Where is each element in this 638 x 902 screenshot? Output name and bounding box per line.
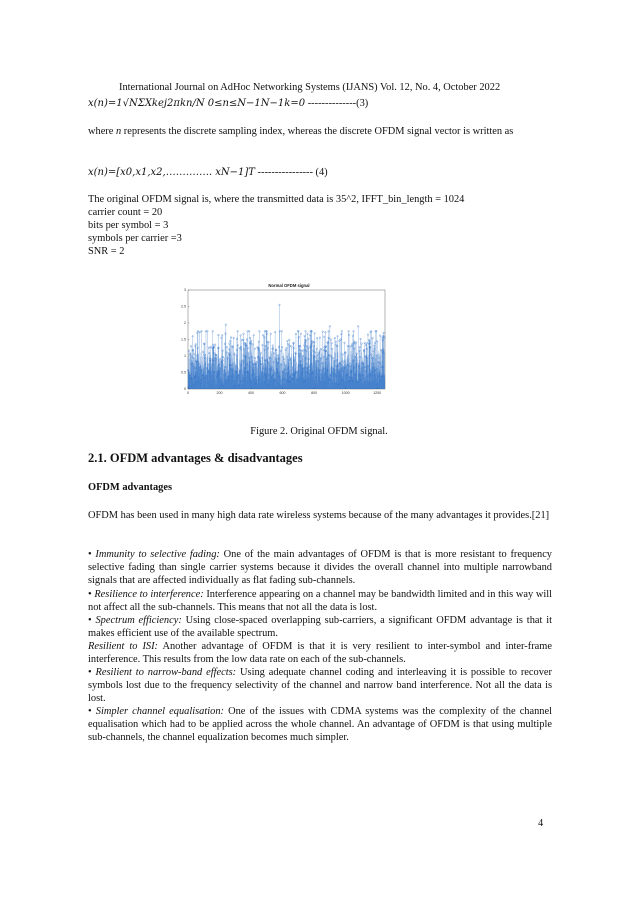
bullet-marker: • (88, 667, 96, 678)
paragraph-where-start: where (88, 126, 116, 137)
intro-paragraph: OFDM has been used in many high data rate wireless systems because of the many advantages it provides.[21] (88, 510, 550, 521)
x-tick-label: 200 (216, 391, 223, 395)
figure-caption: Figure 2. Original OFDM signal. (250, 426, 388, 437)
bullet-title: Immunity to selective fading: (95, 549, 220, 560)
bullet-marker: • (88, 549, 96, 560)
bullet-text: Using close-spaced overlapping sub-carriers, a significant OFDM advantage is that it makes efficient use of the available spectrum. (88, 615, 552, 639)
y-tick-label: 1 (184, 354, 186, 359)
equation-3-tag: --------------(3) (305, 98, 369, 109)
bullet-title: Resilient to ISI: (88, 641, 159, 652)
equation-4-tag: ---------------- (4) (254, 167, 328, 178)
bullet-marker: • (88, 589, 95, 600)
equation-3-body: 𝑥(𝑛)=1√𝑁Σ𝑋𝑘𝑒𝑗2𝜋𝑘𝑛/𝑁 0≤𝑛≤𝑁−1𝑁−1𝑘=0 (88, 98, 306, 109)
y-tick-label: 2 (184, 321, 186, 326)
x-tick-label: 0 (187, 391, 189, 395)
y-tick-label: 2.5 (181, 304, 186, 309)
bullet-isi (88, 640, 552, 666)
bullet-marker: • (88, 615, 96, 626)
x-tick-label: 1000 (341, 391, 350, 395)
subheading-advantages: OFDM advantages (88, 482, 172, 493)
y-tick-label: 3 (184, 288, 186, 293)
bullet-text: One of the issues with CDMA systems was the complexity of the channel equalisation which had to be applied across the whole channel. An advantage of OFDM is that using multiple sub-channels, the channel equalization becomes much simpler. (88, 706, 552, 743)
bullet-title: Resilience to interference: (94, 589, 204, 600)
equation-4 (88, 166, 552, 179)
section-heading: 2.1. OFDM advantages & disadvantages (88, 451, 303, 465)
param-line-1: carrier count = 20 (88, 207, 163, 218)
equation-4-body: 𝑥(𝑛)=[𝑥0,𝑥1,𝑥2,………….. 𝑥𝑁−1]𝑇 (88, 167, 255, 178)
param-line-3: symbols per carrier =3 (88, 233, 182, 244)
x-tick-label: 600 (279, 391, 286, 395)
equation-3 (88, 97, 552, 110)
bullet-narrowband (88, 666, 552, 705)
y-tick-label: 0 (184, 387, 186, 392)
chart-title: Normal OFDM signal (268, 283, 310, 288)
x-tick-label: 1200 (373, 391, 382, 395)
bullet-text: Another advantage of OFDM is that it is very resilient to inter-symbol and inter-frame interference. This results from the low data rate on each of the sub-channels. (88, 641, 552, 665)
bullet-equalisation (88, 705, 552, 744)
bullet-immunity (88, 548, 552, 587)
bullet-spectrum (88, 614, 552, 640)
param-line-2: bits per symbol = 3 (88, 220, 169, 231)
y-tick-label: 1.5 (181, 337, 186, 342)
bullet-title: Simpler channel equalisation: (95, 706, 224, 717)
bullet-title: Spectrum efficiency: (95, 615, 182, 626)
x-tick-label: 400 (248, 391, 255, 395)
ofdm-signal-chart (172, 278, 390, 400)
bullet-text: Using adequate channel coding and interleaving it is possible to recover symbols lost due to the frequency selectivity of the channel and narrow band interference. Not all the data is lost. (88, 667, 552, 704)
param-line-4: SNR = 2 (88, 246, 125, 257)
bullet-text: One of the main advantages of OFDM is that is more resistant to frequency selective fading than single carrier systems because it divides the overall channel into multiple narrowband signals that are affected individually as flat fading sub-channels. (88, 549, 552, 586)
param-line-0: The original OFDM signal is, where the transmitted data is 35^2, IFFT_bin_length = 1024 (88, 194, 465, 205)
paragraph-where (88, 125, 552, 138)
y-tick-label: 0.5 (181, 370, 186, 375)
paragraph-where-var: n (115, 126, 122, 137)
journal-header: International Journal on AdHoc Networking Systems (IJANS) Vol. 12, No. 4, October 2022 (119, 82, 501, 93)
bullet-text: Interference appearing on a channel may be bandwidth limited and in this way will not affect all the sub-channels. This means that not all the data is lost. (88, 589, 552, 613)
x-tick-label: 800 (311, 391, 318, 395)
page-number: 4 (538, 818, 544, 829)
paragraph-where-end: represents the discrete sampling index, whereas the discrete OFDM signal vector is written as (121, 126, 514, 137)
bullet-marker: • (88, 706, 96, 717)
bullet-title: Resilient to narrow-band effects: (95, 667, 237, 678)
bullet-interference (88, 588, 552, 614)
